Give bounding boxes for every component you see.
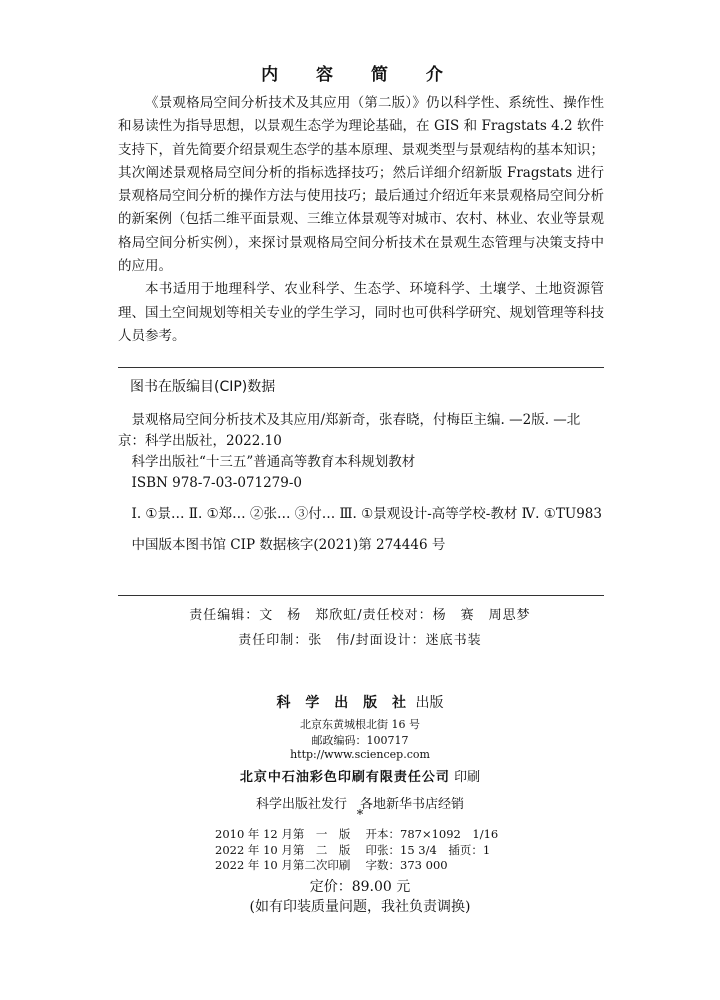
editor-credits: 责任编辑：文 杨 郑欣虹/责任校对：杨 赛 周思梦 xyxy=(189,608,531,623)
divider-top xyxy=(118,367,604,368)
return-note: (如有印装质量问题，我社负责调换) xyxy=(249,899,471,915)
intro-text xyxy=(118,92,604,348)
printer-name: 北京中石油彩色印刷有限责任公司 xyxy=(239,770,450,785)
publisher-postcode: 邮政编码：100717 xyxy=(311,734,409,747)
print-credits: 责任印制：张 伟/封面设计：迷底书装 xyxy=(238,633,482,648)
spec-line-3: 2022 年 10 月第二次印刷 字数：373 000 xyxy=(215,858,448,872)
cip-number-entry: 中国版本图书馆 CIP 数据核字(2021)第 274446 号 xyxy=(131,537,446,553)
divider-bottom xyxy=(118,595,604,596)
printer-suffix: 印刷 xyxy=(454,770,481,785)
cip-record xyxy=(118,410,604,556)
cip-series-entry: 科学出版社“十三五”普通高等教育本科规划教材 xyxy=(131,454,416,470)
price: 定价：89.00 元 xyxy=(309,879,411,895)
cip-isbn-entry: ISBN 978-7-03-071279-0 xyxy=(131,475,303,491)
publisher-suffix: 出版 xyxy=(415,695,444,711)
publisher-name: 科 学 出 版 社 xyxy=(276,695,412,711)
spec-line-2: 2022 年 10 月第 二 版 印张：15 3/4 插页：1 xyxy=(215,842,491,857)
publisher-line xyxy=(0,692,720,712)
cip-classification-entry: Ⅰ. ①景… Ⅱ. ①郑… ②张… ③付… Ⅲ. ①景观设计-高等学校-教材 Ⅳ. ①TU983 xyxy=(131,506,602,522)
edition-specs xyxy=(215,827,498,874)
separator-star: * xyxy=(356,808,364,823)
intro-paragraph-2: 本书适用于地理科学、农业科学、生态学、环境科学、土壤学、土地资源管理、国土空间规划等相关专业的学生学习，同时也可供科学研究、规划管理等科技人员参考。 xyxy=(118,281,604,344)
intro-paragraph-1: 《景观格局空间分析技术及其应用（第二版）》仍以科学性、系统性、操作性和易读性为指导思想，以景观生态学为理论基础，在 GIS 和 Fragstats 4.2 软件支持下，首先简要介绍景观生态学的基本原理、景观类型与景观结构的基本知识；其次阐述景观格局空间分析的指标选择技巧；然后详细介绍新版 Fragstats 进行景观格局空间分析的操作方法与使用技巧；最后通过介绍近年来景观格局空间分析的新案例（包括二维平面景观、三维立体景观等对城市、农村、林业、农业等景观格局空间分析实例），来探讨景观格局空间分析技术在景观生态管理与决策支持中的应用。 xyxy=(118,95,604,275)
spec-line-1: 2010 年 12 月第 一 版 开本：787×1092 1/16 xyxy=(215,827,499,841)
distribution-line: 科学出版社发行 各地新华书店经销 xyxy=(255,797,464,812)
cip-heading: 图书在版编目(CIP)数据 xyxy=(130,379,276,395)
cip-title-entry: 景观格局空间分析技术及其应用/郑新奇，张春晓，付梅臣主编. —2版. —北京：科学出版社，2022.10 xyxy=(118,412,581,449)
intro-title: 内 容 简 介 xyxy=(261,65,459,85)
publisher-url: http://www.sciencep.com xyxy=(290,748,430,761)
printer-line xyxy=(0,766,720,785)
publisher-address: 北京东黄城根北街 16 号 xyxy=(300,718,420,731)
